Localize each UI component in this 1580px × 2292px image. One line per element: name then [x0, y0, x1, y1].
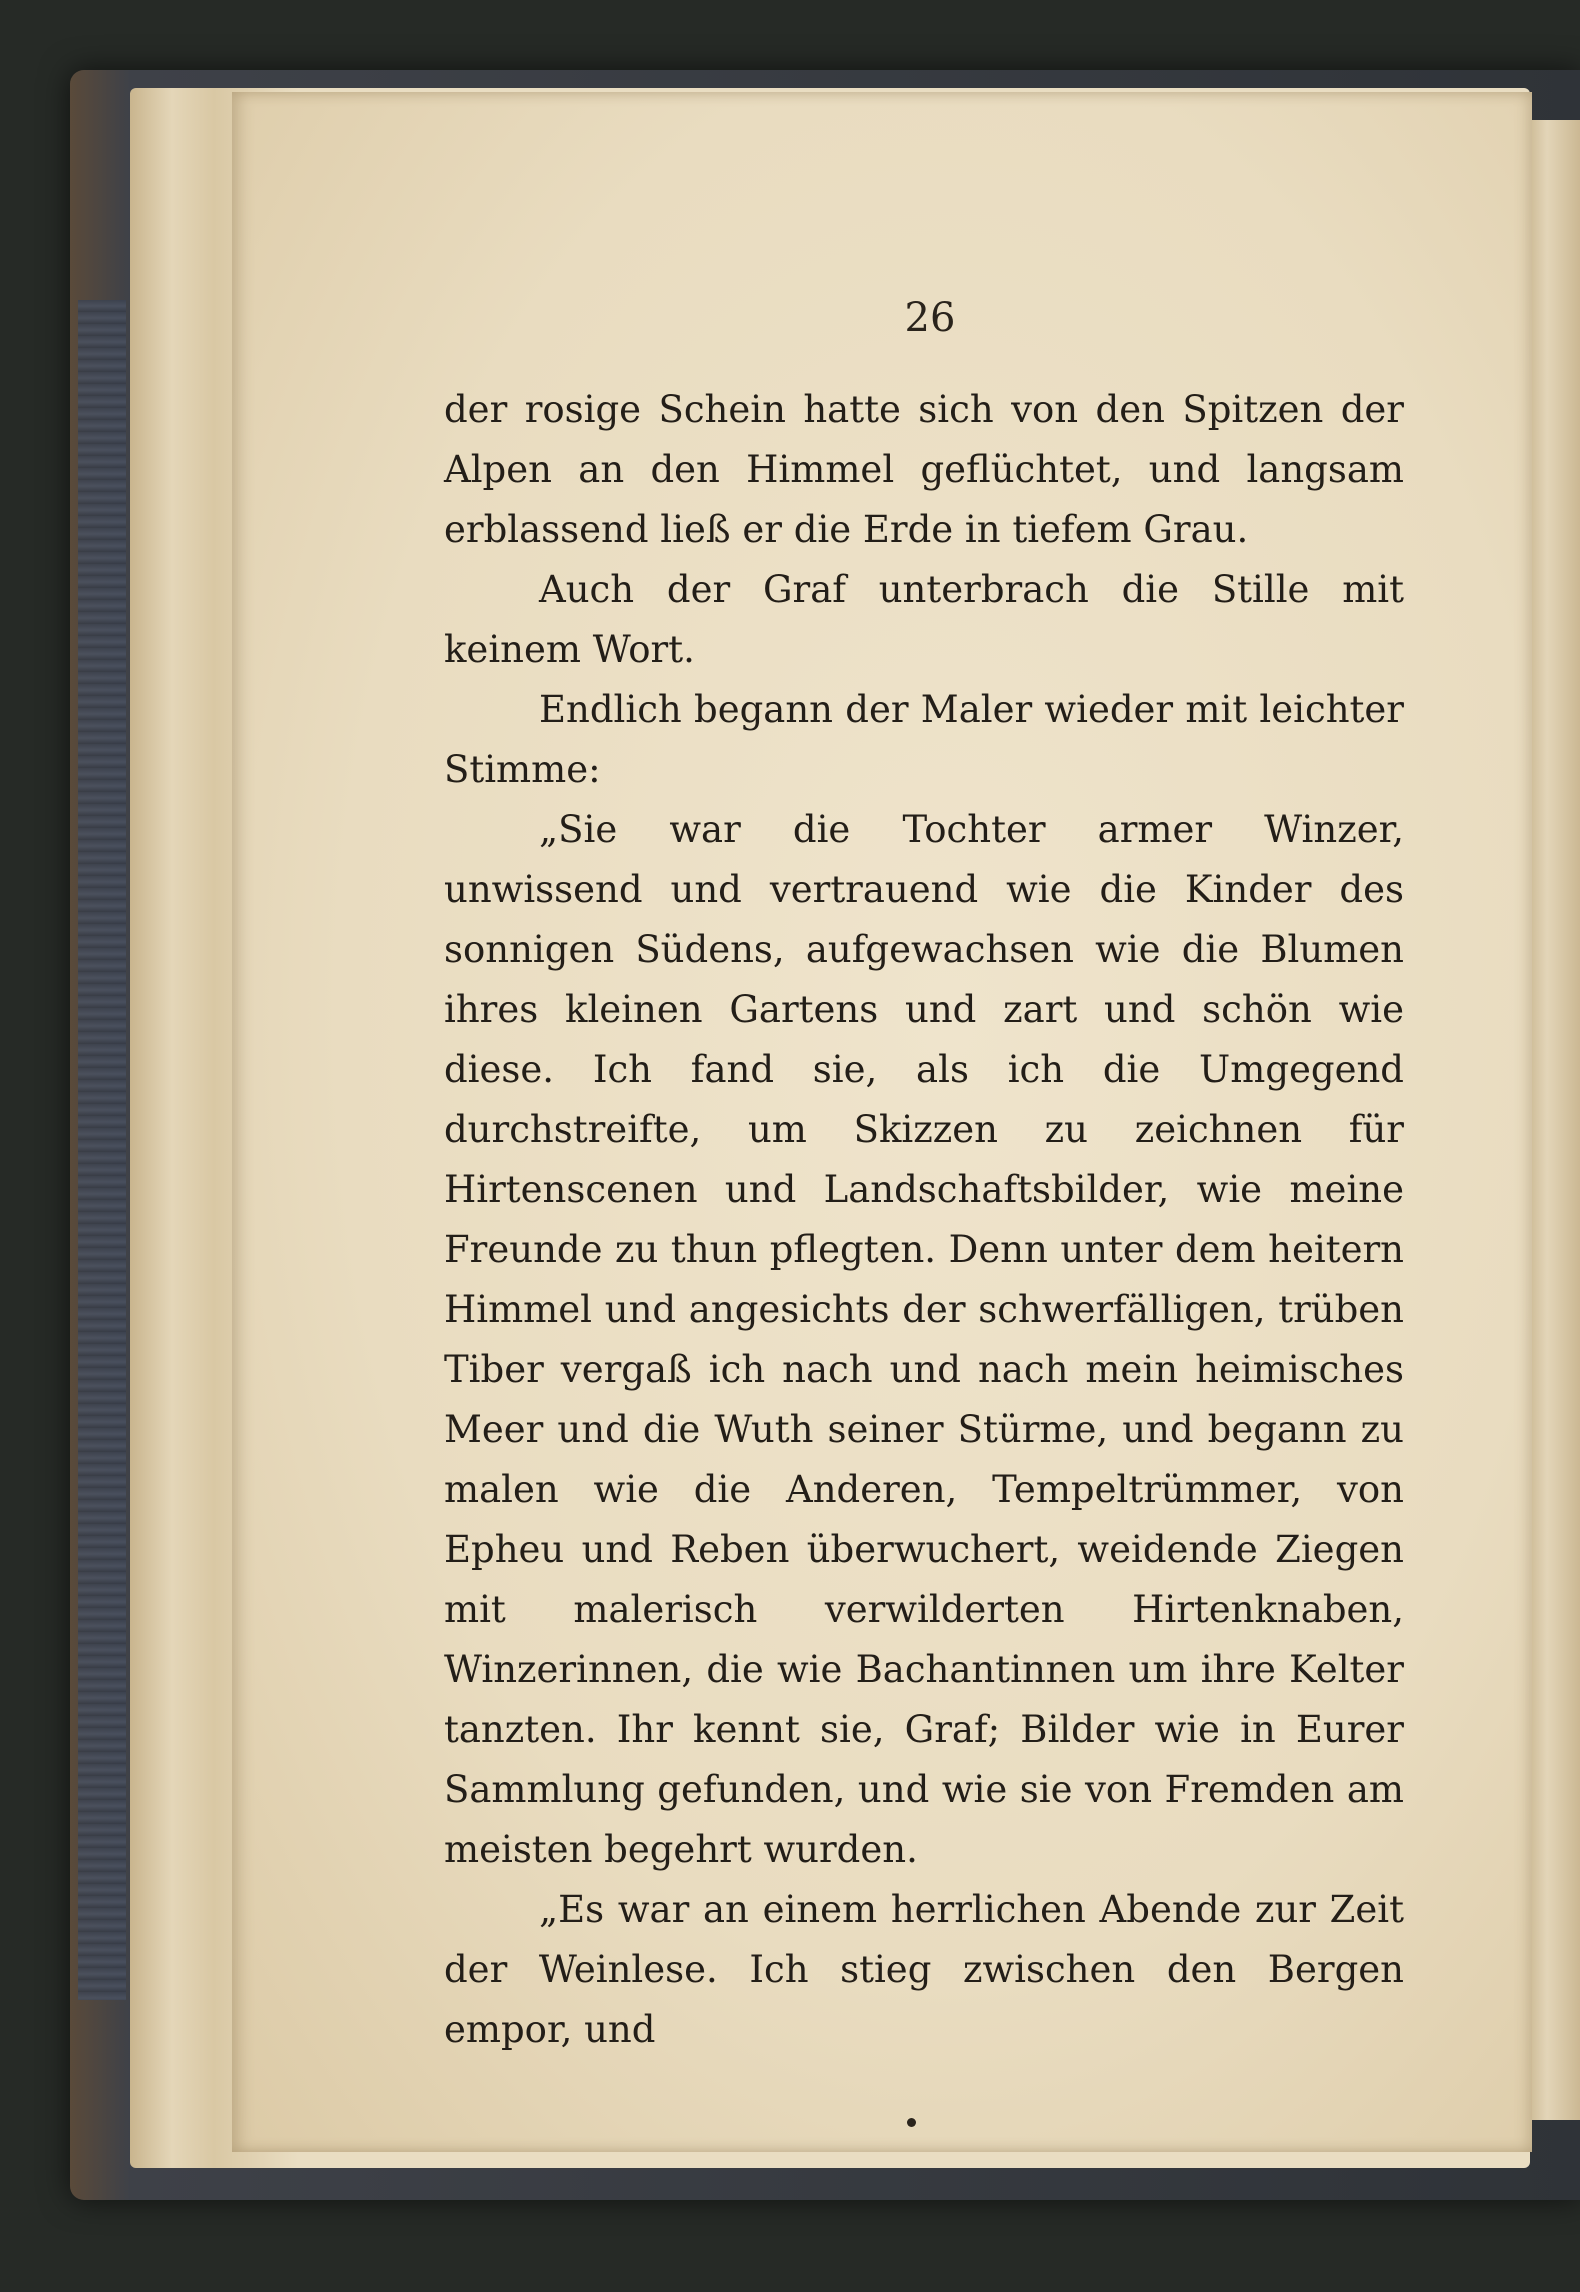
- paragraph: Endlich begann der Maler wieder mit leichter Stimme:: [444, 688, 1404, 791]
- page-number: 26: [904, 295, 956, 341]
- ink-spot: [907, 2118, 916, 2127]
- book-spine-edge: [78, 300, 126, 2000]
- paragraph: Auch der Graf unterbrach die Stille mit keinem Wort.: [444, 568, 1404, 671]
- paragraph: „Es war an einem herrlichen Abende zur Zeit der Weinlese. Ich stieg zwischen den Bergen empor, und: [444, 1888, 1404, 2051]
- page-text: [444, 380, 1404, 2060]
- paragraph: der rosige Schein hatte sich von den Spitzen der Alpen an den Himmel geflüchtet, und langsam erblassend ließ er die Erde in tiefem Grau.: [444, 388, 1404, 551]
- facing-page-edge: [1525, 120, 1580, 2120]
- paragraph: „Sie war die Tochter armer Winzer, unwissend und vertrauend wie die Kinder des sonnigen Südens, aufgewachsen wie die Blumen ihres kleinen Gartens und zart und schön wie diese. Ich fand sie, als ich die Umgegend durchstreifte, um Skizzen zu zeichnen für Hirtenscenen und Landschaftsbilder, wie meine Freunde zu thun pflegten. Denn unter dem heitern Himmel und angesichts der schwerfälligen, trüben Tiber vergaß ich nach und nach mein heimisches Meer und die Wuth seiner Stürme, und begann zu malen wie die Anderen, Tempeltrümmer, von Epheu und Reben überwuchert, weidende Ziegen mit malerisch verwilderten Hirtenknaben, Winzerinnen, die wie Bachantinnen um ihre Kelter tanzten. Ihr kennt sie, Graf; Bilder wie in Eurer Sammlung gefunden, und wie sie von Fremden am meisten begehrt wurden.: [444, 808, 1404, 1871]
